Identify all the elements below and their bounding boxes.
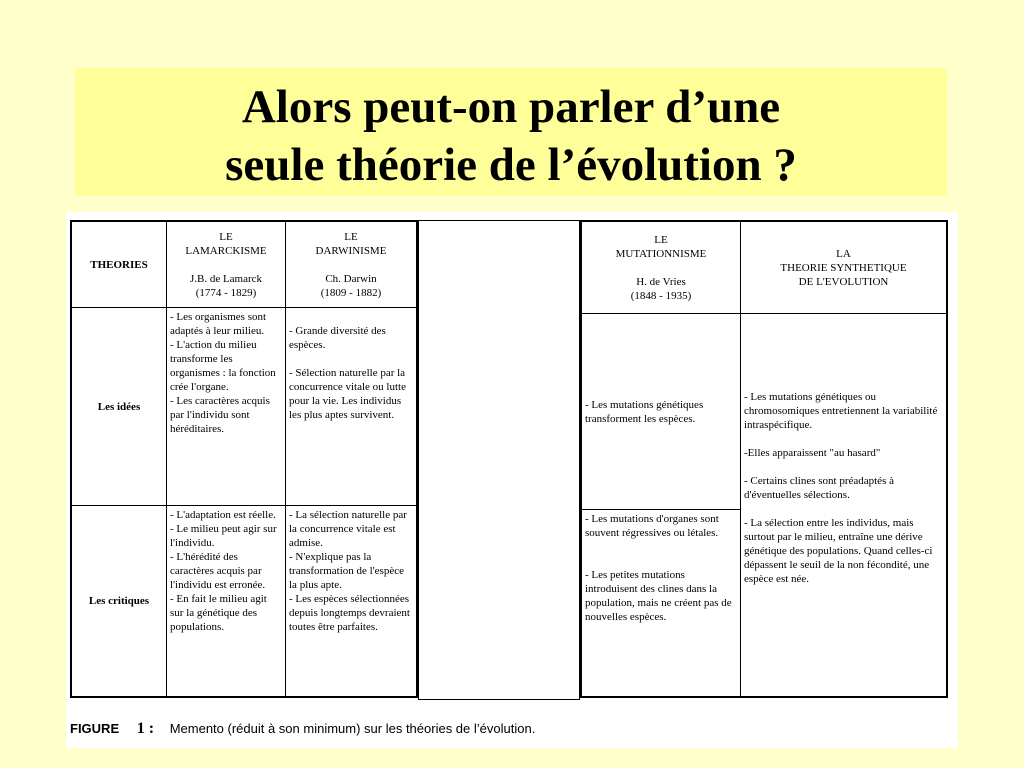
header-synthetique: LA THEORIE SYNTHETIQUE DE L'EVOLUTION (741, 222, 947, 314)
table-header-row (582, 222, 947, 314)
row-label-idees: Les idées (72, 308, 167, 506)
title-line-1: Alors peut-on parler d’une (241, 81, 781, 133)
cell-mutationnisme-idees: - Les mutations génétiques transforment les espèces. (582, 314, 741, 510)
cell-darwinisme-idees: - Grande diversité des espèces. - Sélection naturelle par la concurrence vitale ou lutte pour la vie. Les individus les plus aptes survivent. (286, 308, 417, 506)
table-row-idees (582, 314, 947, 510)
right-theories-table (580, 220, 948, 698)
header-lamarckisme: LE LAMARCKISME J.B. de Lamarck (1774 - 1829) (167, 222, 286, 308)
row-label-critiques: Les critiques (72, 506, 167, 697)
table-header-row (72, 222, 417, 308)
cell-lamarckisme-idees: - Les organismes sont adaptés à leur milieu. - L'action du milieu transforme les organismes : la fonction crée l'organe. - Les caractères acquis par l'individu sont héréditaires. (167, 308, 286, 506)
left-theories-table (70, 220, 418, 698)
caption-number: 1 : (136, 720, 155, 737)
table-row-critiques (72, 506, 417, 697)
cell-mutationnisme-critiques: - Les mutations d'organes sont souvent régressives ou létales. - Les petites mutations introduisent des clines dans la population, mais ne créent pas de nouvelles espèces. (582, 510, 741, 697)
cell-synthetique-idees: - Les mutations génétiques ou chromosomiques entretiennent la variabilité intraspécifique. -Elles apparaissent "au hasard" - Certains clines sont préadaptés à d'éventuelles sélections. - La sélection entre les individus, mais surtout par le milieu, entraîne une dérive génétique des populations. Quand celles-ci dépassent le seuil de la non fécondité, une espèce est née. (741, 314, 947, 697)
title-band (75, 68, 947, 196)
table-row-idees (72, 308, 417, 506)
header-mutationnisme: LE MUTATIONNISME H. de Vries (1848 - 1935) (582, 222, 741, 314)
header-darwinisme: LE DARWINISME Ch. Darwin (1809 - 1882) (286, 222, 417, 308)
slide-title (75, 68, 947, 194)
figure-image (66, 212, 958, 748)
title-line-2: seule théorie de l’évolution ? (225, 139, 797, 191)
cell-lamarckisme-critiques: - L'adaptation est réelle. - Le milieu peut agir sur l'individu. - L'hérédité des caractères acquis par l'individu est erronée. - En fait le milieu agit sur la génétique des populations. (167, 506, 286, 697)
figure-caption (70, 720, 950, 744)
header-theories: THEORIES (72, 222, 167, 308)
blank-middle-panel (418, 220, 580, 700)
cell-darwinisme-critiques: - La sélection naturelle par la concurrence vitale est admise. - N'explique pas la transformation de l'espèce la plus apte. - Les espèces sélectionnées depuis longtemps devraient toutes être parfaites. (286, 506, 417, 697)
caption-label: FIGURE (70, 721, 120, 736)
caption-text: Memento (réduit à son minimum) sur les théories de l’évolution. (169, 721, 536, 736)
